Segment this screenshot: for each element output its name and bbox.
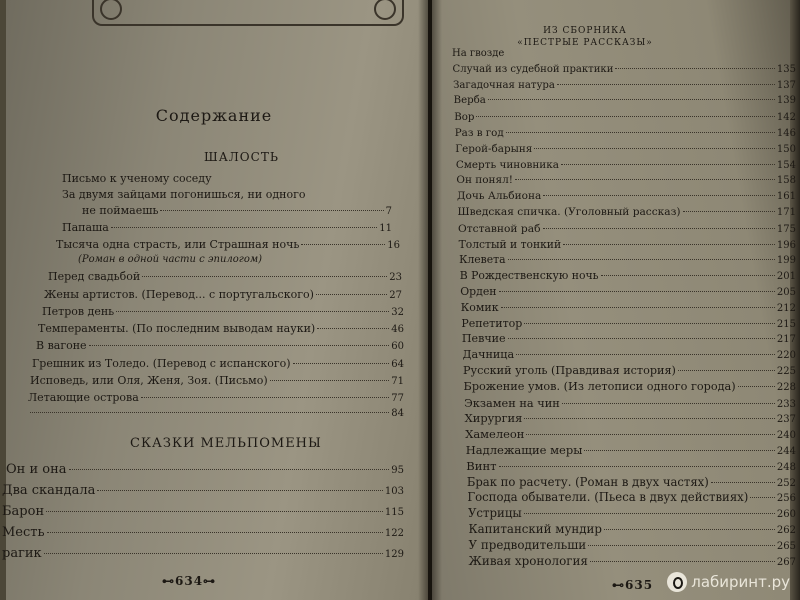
toc-entry: Брак по расчету. (Роман в двух частях) 252: [466, 474, 796, 489]
labirint-logo-icon: [667, 572, 687, 592]
ornament-banner: [92, 0, 404, 26]
toc-entry: рагик 129: [2, 546, 404, 561]
watermark-text: лабиринт.ру: [691, 573, 790, 591]
toc-entry: Дачница 220: [462, 348, 796, 362]
toc-entry: Верба 139: [453, 95, 796, 107]
toc-entry: Русский уголь (Правдивая история) 225: [463, 364, 796, 377]
toc-entry: Толстый и тонкий 196: [458, 237, 796, 251]
toc-entry: В вагоне 60: [36, 339, 404, 352]
toc-entry: Певчие 217: [461, 332, 796, 346]
toc-entry: Орден 205: [460, 285, 796, 298]
toc-entry: Брожение умов. (Из летописи одного города) 228: [463, 379, 796, 393]
toc-entry: Петров день 32: [42, 305, 404, 318]
toc-entry: На гвозде: [452, 48, 505, 59]
toc-entry: Тысяча одна страсть, или Страшная ночь 16: [56, 238, 400, 251]
toc-entry: Хирургия 237: [464, 411, 796, 426]
toc-entry: Папаша 11: [62, 221, 392, 234]
toc-entry: Репетитор 215: [461, 316, 796, 330]
toc-entry: Перед свадьбой 23: [48, 270, 402, 283]
page-number-left: ⊷634⊶: [162, 574, 217, 588]
toc-entry: Капитанский мундир 262: [468, 522, 796, 536]
toc-entry: Месть 122: [2, 525, 404, 540]
toc-entry: Он и она 95: [6, 462, 404, 477]
section-heading: СКАЗКИ МЕЛЬПОМЕНЫ: [130, 436, 322, 451]
toc-entry: Загадочная натура 137: [453, 79, 796, 91]
toc-entry: Темпераменты. (По последним выводам науки) 46: [38, 322, 404, 335]
toc-title: Содержание: [155, 106, 273, 125]
toc-entry: 84: [28, 408, 404, 419]
toc-entry: Винт 248: [466, 458, 796, 473]
toc-entry: Отставной раб 175: [458, 221, 796, 235]
toc-entry: Раз в год 146: [454, 127, 796, 139]
toc-entry: Хамелеон 240: [465, 427, 796, 442]
toc-entry: Дочь Альбиона 161: [456, 190, 796, 203]
toc-entry: Живая хронология 267: [468, 553, 796, 568]
toc-entry: Он понял! 158: [456, 174, 796, 187]
toc-entry: не поймаешь 7: [82, 204, 392, 217]
toc-entry: Письмо к ученому соседу: [62, 172, 212, 185]
book-gutter: [418, 0, 442, 600]
toc-entry: У предводительши 265: [468, 537, 796, 552]
toc-entry: Надлежащие меры 244: [465, 443, 796, 457]
toc-entry: Летающие острова 77: [28, 391, 404, 404]
right-header-line1: ИЗ СБОРНИКА: [543, 26, 627, 36]
toc-entry: Два скандала 103: [2, 483, 404, 498]
toc-entry: Устрицы 260: [467, 506, 796, 521]
toc-entry: Барон 115: [2, 504, 404, 519]
toc-entry: Случай из судебной практики 135: [452, 63, 796, 75]
toc-entry: Жены артистов. (Перевод... с португальского) 27: [44, 288, 402, 301]
toc-entry: Комик 212: [460, 300, 796, 314]
toc-entry: Шведская спичка. (Уголовный рассказ) 171: [457, 206, 796, 218]
toc-entry: Господа обыватели. (Пьеса в двух действиях) 256: [467, 490, 796, 505]
toc-entry: Герой-барыня 150: [455, 142, 796, 155]
toc-entry: Смерть чиновника 154: [455, 158, 796, 171]
toc-entry-subtitle: (Роман в одной части с эпилогом): [78, 254, 263, 265]
page-number-right: ⊷635: [612, 578, 654, 592]
toc-entry: Вор 142: [454, 111, 796, 124]
toc-entry: За двумя зайцами погонишься, ни одного: [62, 188, 306, 201]
section-heading: ШАЛОСТЬ: [204, 150, 279, 164]
toc-entry: Экзамен на чин 233: [464, 395, 796, 410]
toc-entry: Клевета 199: [459, 253, 796, 267]
toc-entry: В Рождественскую ночь 201: [459, 269, 796, 283]
toc-entry: Грешник из Толедо. (Перевод с испанского) 64: [32, 357, 404, 370]
toc-entry: Исповедь, или Оля, Женя, Зоя. (Письмо) 71: [30, 374, 404, 387]
right-header-line2: «ПЕСТРЫЕ РАССКАЗЫ»: [517, 38, 653, 48]
watermark: [667, 572, 790, 592]
